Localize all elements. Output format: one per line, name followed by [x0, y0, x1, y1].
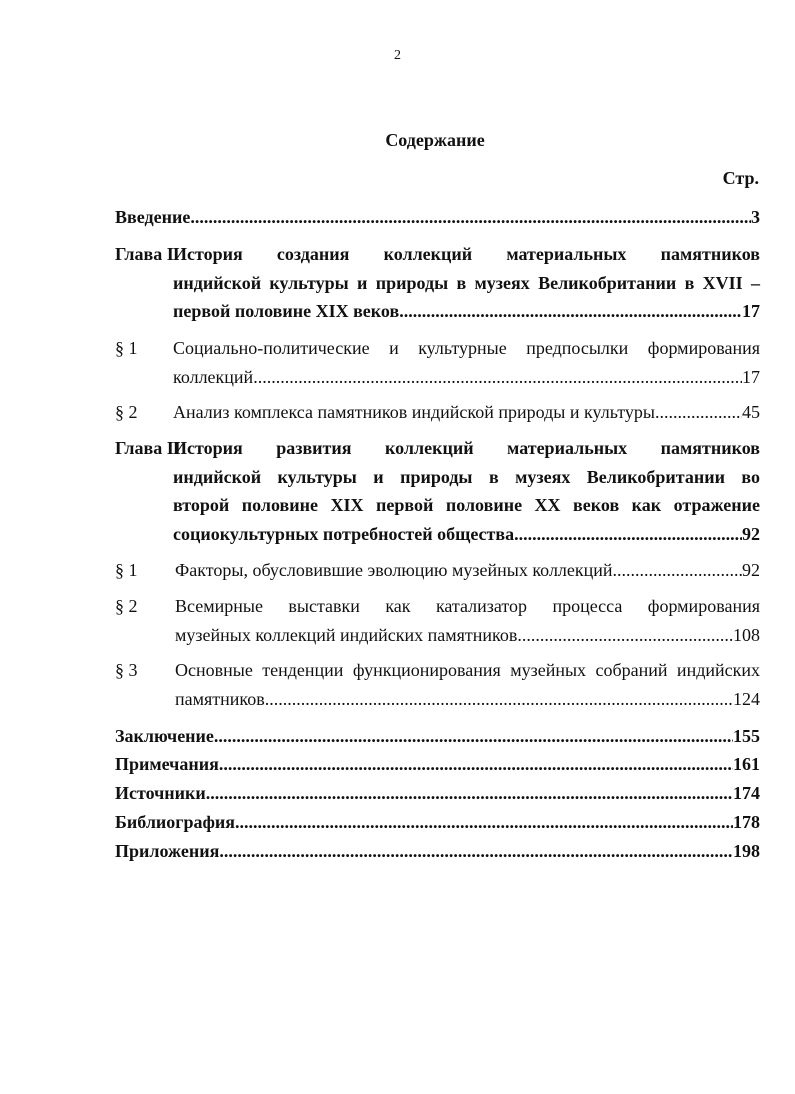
toc-entry-title: Примечания	[115, 754, 219, 774]
dot-leader	[206, 779, 733, 808]
toc-entry-text-line: второй половине XIX первой половине XX веков как отражение	[173, 495, 760, 515]
toc-entry-page: 92	[742, 523, 760, 544]
dot-leader	[265, 685, 733, 714]
toc-entry-title: Библиография	[115, 812, 236, 832]
toc-entry-title: Приложения	[115, 841, 220, 861]
toc-entry-page: 124	[733, 688, 760, 709]
pages-column-label: Стр.	[722, 168, 759, 188]
dot-leader	[613, 556, 742, 585]
toc-entry-page: 161	[733, 754, 760, 774]
toc-entry-marker: § 2	[115, 596, 138, 616]
toc-entry-marker: § 3	[115, 660, 138, 680]
toc-entry-title: социокультурных потребностей общества	[173, 523, 515, 544]
toc-entry-text-line: История создания коллекций материальных памятников	[173, 244, 760, 264]
toc-entry-marker: § 1	[115, 560, 138, 580]
toc-entry-text-line: индийской культуры и природы в музеях Великобритании во	[173, 466, 760, 487]
toc-entry-title: Введение	[115, 207, 191, 227]
dot-leader	[219, 750, 733, 779]
toc-entry-page: 198	[733, 841, 760, 861]
toc-entry-title: музейных коллекций индийских памятников	[175, 624, 518, 645]
toc-entry-page: 3	[751, 207, 760, 227]
toc-entry-title: первой половине XIX веков	[173, 301, 400, 321]
toc-entry-title: Заключение	[115, 726, 214, 746]
toc-entry-page: 174	[733, 783, 760, 803]
toc-entry-title: памятников	[175, 688, 265, 709]
dot-leader	[219, 837, 733, 866]
toc-entry-text-line: Основные тенденции функционирования музейных собраний индийских	[175, 660, 760, 680]
toc-entry-page: 45	[742, 402, 760, 422]
dot-leader	[214, 722, 733, 751]
toc-entry-page: 155	[733, 726, 760, 746]
toc-entry-marker: Глава I	[115, 244, 174, 264]
toc-entry-marker: § 1	[115, 338, 138, 358]
toc-entry-text-line: Всемирные выставки как катализатор процесса формирования	[175, 596, 760, 616]
dot-leader	[655, 398, 742, 427]
toc-entry-title: Источники	[115, 783, 206, 803]
toc-entry-text-line: индийской культуры и природы в музеях Великобритании в XVII –	[173, 272, 760, 293]
toc-entry-title: Факторы, обусловившие эволюцию музейных коллекций	[175, 560, 613, 580]
toc-entry-title: Анализ комплекса памятников индийской природы и культуры	[173, 402, 655, 422]
dot-leader	[235, 808, 733, 837]
toc-entry-page: 178	[733, 812, 760, 832]
toc-entry-title: коллекций	[173, 366, 254, 387]
toc-entry-marker: Глава II	[115, 438, 181, 458]
toc-entry-marker: § 2	[115, 402, 138, 422]
toc-entry-text-line: Социально-политические и культурные предпосылки формирования	[173, 338, 760, 358]
dot-leader	[253, 363, 742, 392]
dot-leader	[190, 203, 751, 232]
dot-leader	[514, 520, 742, 549]
toc-entry-page: 92	[742, 560, 760, 580]
contents-heading: Содержание	[385, 130, 485, 150]
toc-entry-page: 17	[742, 366, 760, 387]
dot-leader	[399, 297, 742, 326]
dot-leader	[517, 621, 733, 650]
toc-entry-page: 108	[733, 624, 760, 645]
page-number: 2	[394, 48, 401, 63]
toc-entry-text-line: История развития коллекций материальных памятников	[173, 438, 760, 458]
toc-entry-page: 17	[742, 301, 760, 321]
